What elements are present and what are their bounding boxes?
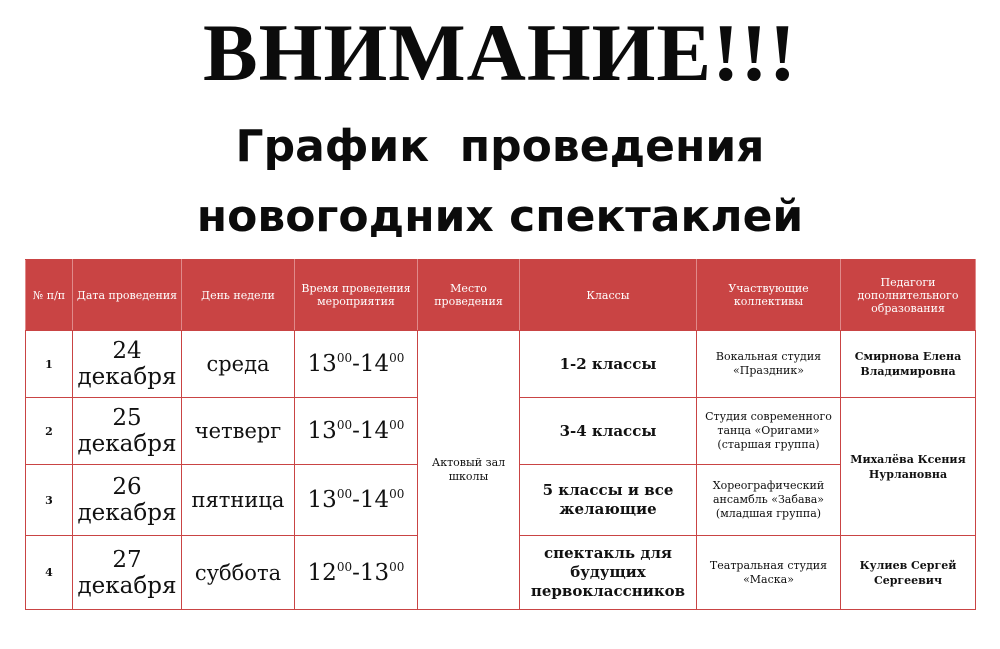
row-num: 2	[26, 398, 73, 465]
table-row	[26, 331, 976, 398]
row-classes: 5 классы и все желающие	[520, 465, 697, 536]
header-day: День недели	[182, 260, 295, 331]
row-time: $13^{00}-14^{00}$	[295, 331, 418, 398]
header-time: Время проведения мероприятия	[295, 260, 418, 331]
row-num: 1	[26, 331, 73, 398]
row-date: 24 декабря	[73, 331, 182, 398]
header-groups: Участвующие коллективы	[697, 260, 841, 331]
row-classes: 3-4 классы	[520, 398, 697, 465]
attention-heading: ВНИМАНИЕ!!!	[202, 7, 798, 98]
schedule-title-line2: новогодних спектаклей	[196, 191, 804, 242]
row-classes: 1-2 классы	[520, 331, 697, 398]
row-place: Актовый зал школы	[418, 331, 520, 610]
header-place: Место проведения	[418, 260, 520, 331]
header-teachers: Педагоги дополнительного образования	[841, 260, 976, 331]
row-teacher: Смирнова Елена Владимировна	[841, 331, 976, 398]
row-group: Хореографический ансамбль «Забава» (младшая группа)	[697, 465, 841, 536]
row-group: Студия современного танца «Оригами» (старшая группа)	[697, 398, 841, 465]
schedule-title-line1: График проведения	[235, 121, 765, 172]
row-teacher: Кулиев Сергей Сергеевич	[841, 536, 976, 610]
header-date: Дата проведения	[73, 260, 182, 331]
row-date: 25 декабря	[73, 398, 182, 465]
row-num: 3	[26, 465, 73, 536]
schedule-table	[25, 259, 976, 610]
row-num: 4	[26, 536, 73, 610]
row-date: 27 декабря	[73, 536, 182, 610]
row-day: пятница	[182, 465, 295, 536]
row-time: $13^{00}-14^{00}$	[295, 465, 418, 536]
row-date: 26 декабря	[73, 465, 182, 536]
row-day: четверг	[182, 398, 295, 465]
row-classes: спектакль для будущих первоклассников	[520, 536, 697, 610]
row-time: $12^{00}-13^{00}$	[295, 536, 418, 610]
table-header-row	[26, 260, 976, 331]
row-day: среда	[182, 331, 295, 398]
header-num: № п/п	[26, 260, 73, 331]
row-time: $13^{00}-14^{00}$	[295, 398, 418, 465]
row-group: Театральная студия «Маска»	[697, 536, 841, 610]
row-day: суббота	[182, 536, 295, 610]
header-classes: Классы	[520, 260, 697, 331]
row-group: Вокальная студия «Праздник»	[697, 331, 841, 398]
row-teacher: Михалёва Ксения Нурлановна	[841, 398, 976, 536]
